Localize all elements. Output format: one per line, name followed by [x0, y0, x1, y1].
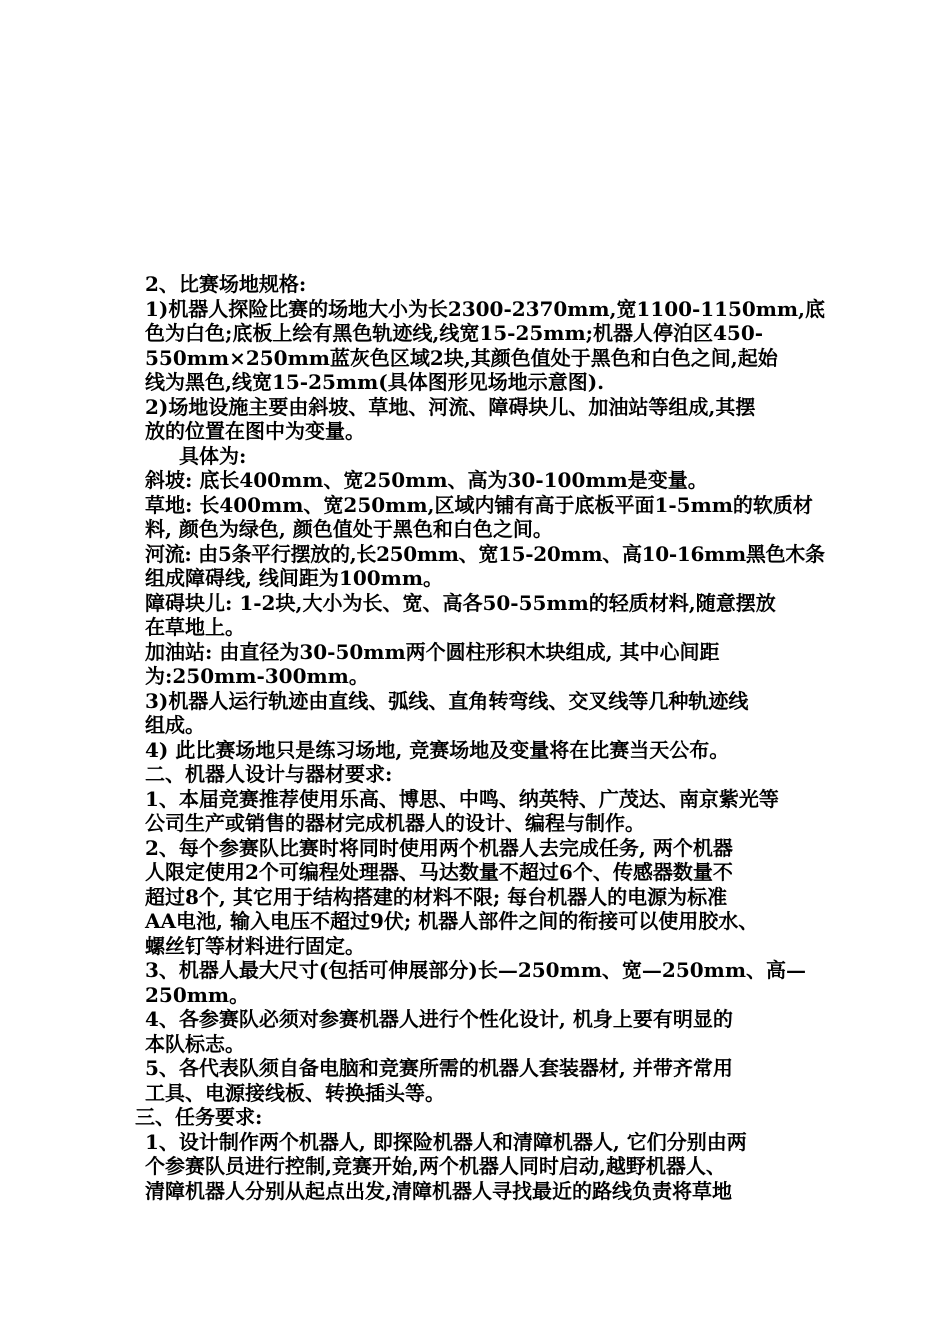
text-line: 清障机器人分别从起点出发,清障机器人寻找最近的路线负责将草地 — [145, 1178, 732, 1203]
text-line: 个参赛队员进行控制,竞赛开始,两个机器人同时启动,越野机器人、 — [145, 1154, 726, 1178]
text-line: 线为黑色,线宽15-25mm(具体图形见场地示意图). — [145, 370, 605, 394]
text-line: 螺丝钉等材料进行固定。 — [145, 933, 365, 958]
text-line: 1)机器人探险比赛的场地大小为长2300-2370mm,宽1100-1150mm,底 — [145, 296, 825, 321]
text-line: 2、比赛场地规格: — [145, 272, 307, 296]
text-line: 放的位置在图中为变量。 — [145, 419, 365, 443]
text-line: 工具、电源接线板、转换插头等。 — [145, 1080, 445, 1105]
text-line: 1、设计制作两个机器人, 即探险机器人和清障机器人, 它们分别由两 — [145, 1129, 747, 1154]
text-line: AA电池, 输入电压不超过9伏; 机器人部件之间的衔接可以使用胶水、 — [145, 909, 759, 933]
text-line: 在草地上。 — [145, 615, 245, 639]
text-line: 5、各代表队须自备电脑和竞赛所需的机器人套装器材, 并带齐常用 — [145, 1056, 733, 1080]
text-line: 超过8个, 其它用于结构搭建的材料不限; 每台机器人的电源为标准 — [145, 884, 728, 909]
document-body — [135, 272, 825, 1203]
text-line: 斜坡: 底长400mm、宽250mm、高为30-100mm是变量。 — [145, 468, 708, 492]
text-line: 河流: 由5条平行摆放的,长250mm、宽15-20mm、高10-16mm黑色木条 — [145, 541, 825, 566]
text-line: 为:250mm-300mm。 — [145, 664, 369, 688]
text-line: 2)场地设施主要由斜坡、草地、河流、障碍块儿、加油站等组成,其摆 — [145, 394, 756, 419]
text-line: 具体为: — [179, 443, 247, 468]
text-line: 组成。 — [145, 713, 205, 737]
text-line: 3)机器人运行轨迹由直线、弧线、直角转弯线、交叉线等几种轨迹线 — [145, 688, 749, 713]
text-line: 550mm×250mm蓝灰色区域2块,其颜色值处于黑色和白色之间,起始 — [145, 345, 778, 370]
text-line: 组成障碍线, 线间距为100mm。 — [145, 566, 443, 590]
text-line: 二、机器人设计与器材要求: — [145, 762, 393, 786]
text-line: 色为白色;底板上绘有黑色轨迹线,线宽15-25mm;机器人停泊区450- — [145, 321, 764, 345]
text-line: 3、机器人最大尺寸(包括可伸展部分)长—250mm、宽—250mm、高— — [145, 958, 806, 982]
text-line: 4) 此比赛场地只是练习场地, 竞赛场地及变量将在比赛当天公布。 — [145, 737, 730, 762]
text-line: 草地: 长400mm、宽250mm,区域内铺有高于底板平面1-5mm的软质材 — [145, 492, 813, 517]
text-line: 障碍块儿: 1-2块,大小为长、宽、高各50-55mm的轻质材料,随意摆放 — [145, 590, 776, 615]
text-line: 1、本届竞赛推荐使用乐高、博思、中鸣、纳英特、广茂达、南京紫光等 — [145, 786, 779, 811]
text-line: 料, 颜色为绿色, 颜色值处于黑色和白色之间。 — [145, 517, 553, 541]
text-line: 2、每个参赛队比赛时将同时使用两个机器人去完成任务, 两个机器 — [145, 835, 733, 860]
text-line: 本队标志。 — [145, 1031, 245, 1056]
text-line: 三、任务要求: — [135, 1105, 263, 1129]
text-line: 4、各参赛队必须对参赛机器人进行个性化设计, 机身上要有明显的 — [145, 1007, 733, 1031]
text-line: 人限定使用2个可编程处理器、马达数量不超过6个、传感器数量不 — [145, 860, 733, 884]
text-line: 250mm。 — [145, 982, 250, 1007]
text-line: 加油站: 由直径为30-50mm两个圆柱形积木块组成, 其中心间距 — [145, 639, 720, 664]
text-line: 公司生产或销售的器材完成机器人的设计、编程与制作。 — [145, 811, 645, 835]
